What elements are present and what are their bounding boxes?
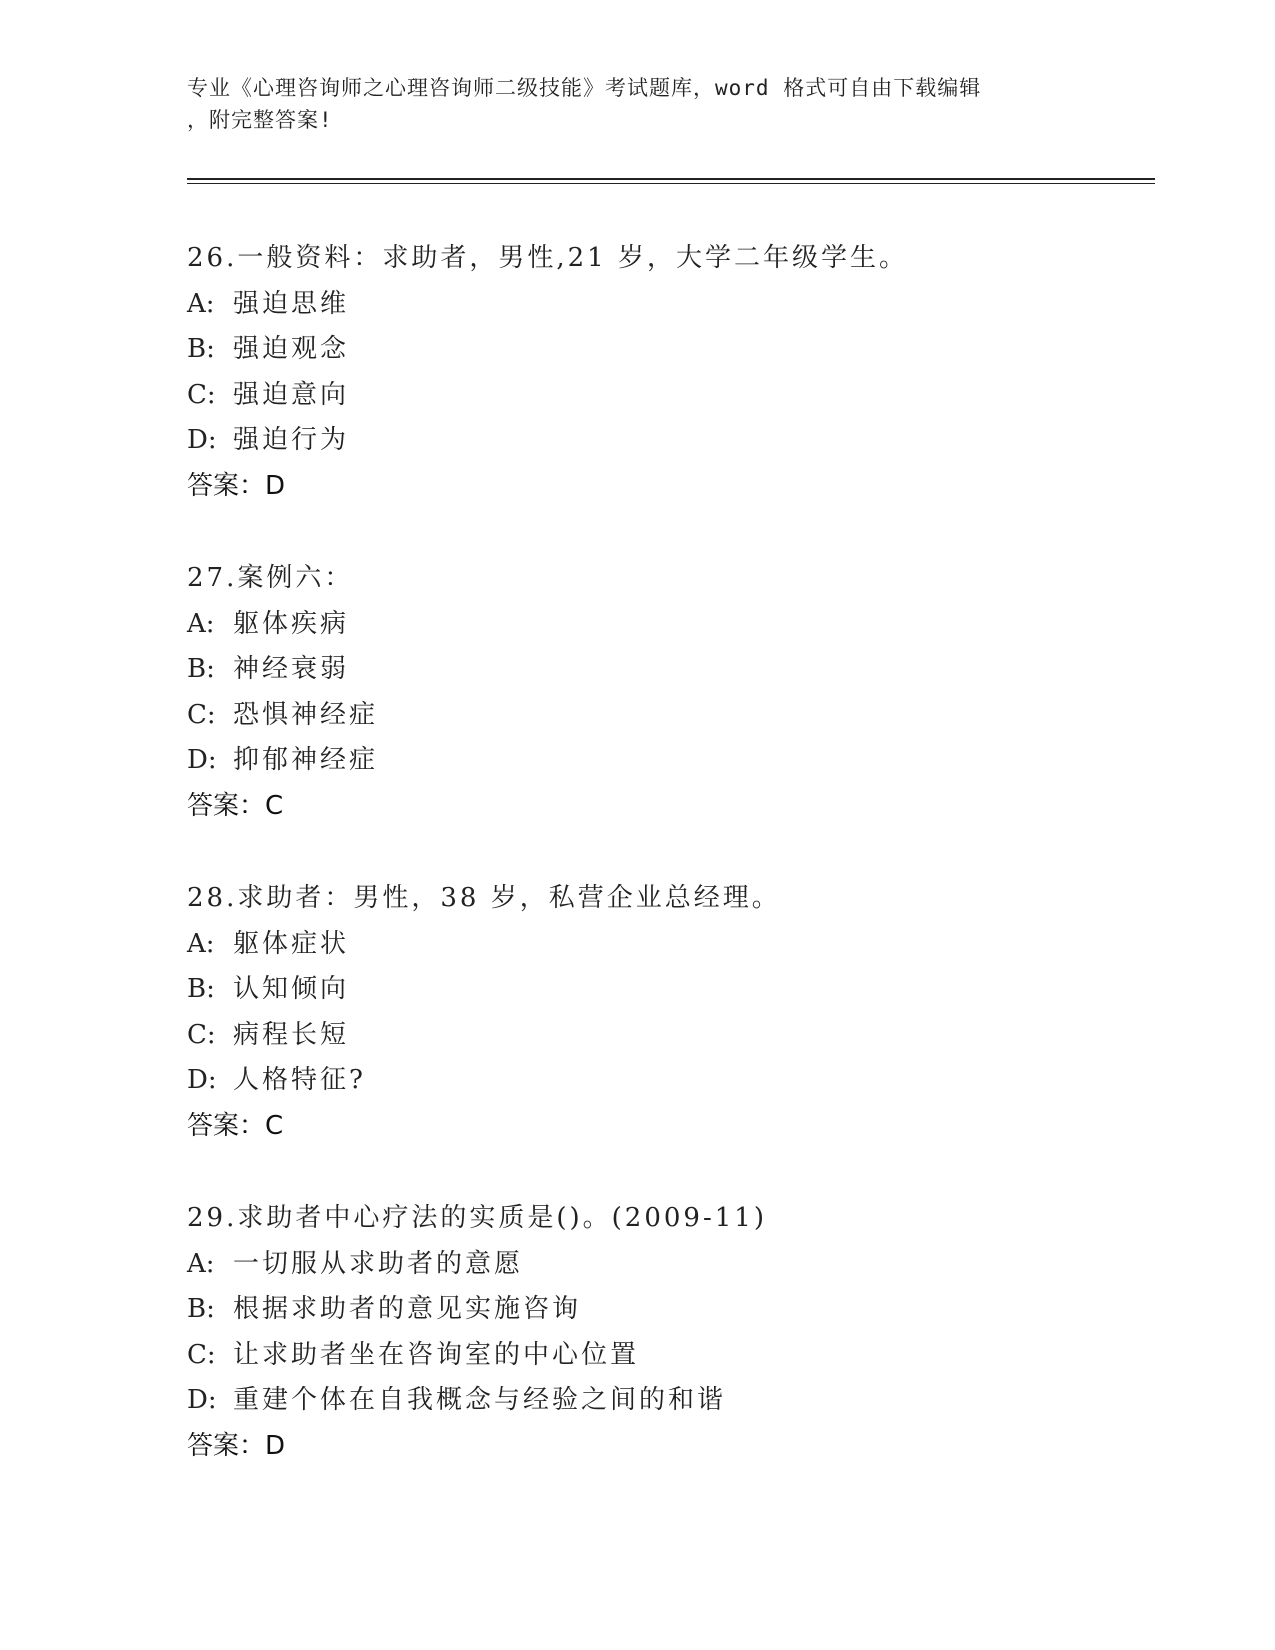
option-text: 一切服从求助者的意愿 — [233, 1248, 524, 1279]
option-letter: B: — [187, 974, 215, 1004]
document-header — [187, 72, 1087, 136]
header-divider-thick — [187, 178, 1155, 180]
question-stem — [187, 236, 1147, 282]
answer-label: 答案：D — [187, 1430, 286, 1461]
question-26 — [187, 236, 1147, 556]
option-text: 病程长短 — [233, 1019, 350, 1050]
question-number: 27. — [187, 563, 238, 593]
header-line-2: ，附完整答案! — [187, 108, 333, 132]
question-list — [187, 236, 1147, 1516]
option-b — [187, 1287, 1147, 1333]
option-text: 强迫行为 — [233, 425, 350, 455]
option-d — [187, 418, 1147, 464]
question-text: 求助者中心疗法的实质是()。(2009-11) — [237, 1203, 767, 1233]
option-letter: B: — [187, 1294, 215, 1324]
option-letter: D: — [187, 745, 217, 775]
option-text: 重建个体在自我概念与经验之间的和谐 — [233, 1385, 727, 1415]
option-b — [187, 967, 1147, 1013]
option-text: 人格特征? — [233, 1065, 366, 1095]
answer-label: 答案：C — [187, 1110, 284, 1141]
option-c — [187, 373, 1147, 419]
question-text: 案例六： — [237, 563, 354, 593]
option-letter: C: — [187, 1019, 216, 1050]
option-text: 躯体症状 — [233, 928, 350, 959]
option-d — [187, 1378, 1147, 1424]
option-letter: C: — [187, 699, 216, 730]
question-text: 求助者：男性，38 岁，私营企业总经理。 — [237, 883, 781, 913]
option-c — [187, 693, 1147, 739]
question-text: 一般资料：求助者，男性,21 岁，大学二年级学生。 — [237, 243, 908, 273]
option-b — [187, 647, 1147, 693]
option-letter: D: — [187, 1065, 217, 1095]
question-number: 28. — [187, 883, 238, 913]
option-c — [187, 1333, 1147, 1379]
question-29 — [187, 1196, 1147, 1516]
option-letter: D: — [187, 425, 217, 455]
question-stem — [187, 1196, 1147, 1242]
option-text: 认知倾向 — [233, 974, 350, 1004]
header-divider-thin — [187, 183, 1155, 184]
option-letter: A: — [187, 608, 215, 639]
question-number: 29. — [187, 1203, 238, 1233]
option-d — [187, 738, 1147, 784]
option-b — [187, 327, 1147, 373]
option-letter: A: — [187, 288, 215, 319]
option-letter: B: — [187, 654, 215, 684]
option-text: 恐惧神经症 — [233, 699, 379, 730]
option-letter: A: — [187, 1248, 215, 1279]
question-27 — [187, 556, 1147, 876]
answer-label: 答案：C — [187, 790, 284, 821]
option-letter: B: — [187, 334, 215, 364]
answer-label: 答案：D — [187, 470, 286, 501]
option-letter: C: — [187, 379, 216, 410]
option-text: 神经衰弱 — [233, 654, 350, 684]
option-a — [187, 602, 1147, 648]
option-text: 让求助者坐在咨询室的中心位置 — [233, 1339, 640, 1370]
option-text: 躯体疾病 — [233, 608, 350, 639]
question-number: 26. — [187, 243, 238, 273]
option-text: 强迫思维 — [233, 288, 350, 319]
option-a — [187, 1242, 1147, 1288]
option-a — [187, 922, 1147, 968]
option-text: 强迫观念 — [233, 334, 350, 364]
option-a — [187, 282, 1147, 328]
question-stem — [187, 876, 1147, 922]
option-text: 抑郁神经症 — [233, 745, 379, 775]
header-line-1: 专业《心理咨询师之心理咨询师二级技能》考试题库，word 格式可自由下载编辑 — [187, 76, 982, 100]
option-letter: A: — [187, 928, 215, 959]
option-letter: C: — [187, 1339, 216, 1370]
option-d — [187, 1058, 1147, 1104]
option-c — [187, 1013, 1147, 1059]
option-letter: D: — [187, 1385, 217, 1415]
question-stem — [187, 556, 1147, 602]
option-text: 根据求助者的意见实施咨询 — [233, 1294, 582, 1324]
option-text: 强迫意向 — [233, 379, 350, 410]
question-28 — [187, 876, 1147, 1196]
